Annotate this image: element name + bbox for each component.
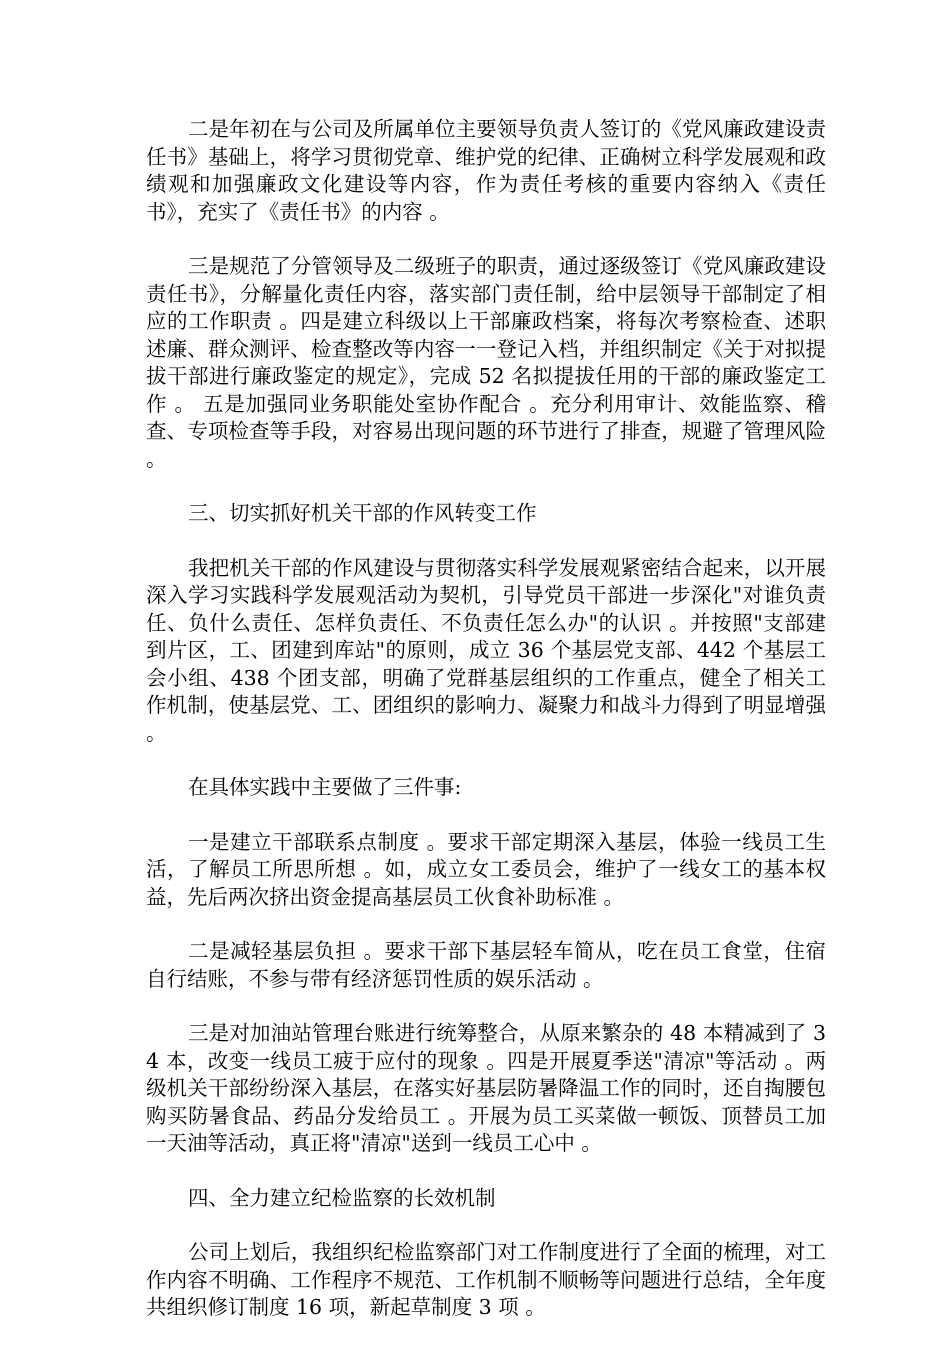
paragraph-responsibility-book: 二是年初在与公司及所属单位主要领导负责人签订的《党风廉政建设责任书》基础上，将学习贯彻党章、维护党的纪律、正确树立科学发展观和政绩观和加强廉政文化建设等内容，作为责任考核的重要内容纳入《责任书》，充实了《责任书》的内容 。 — [146, 117, 826, 224]
paragraph-three-things: 在具体实践中主要做了三件事: — [188, 775, 462, 799]
document-body — [146, 116, 826, 1349]
paragraph-reduce-burden: 二是减轻基层负担 。要求干部下基层轻车简从，吃在员工食堂，住宿自行结账，不参与带有经济惩罚性质的娱乐活动 。 — [146, 939, 826, 991]
paragraph-system-review: 公司上划后，我组织纪检监察部门对工作制度进行了全面的梳理，对工作内容不明确、工作程序不规范、工作机制不顺畅等问题进行总结，全年度共组织修订制度 16 项，新起草制度 3 项 。 — [146, 1240, 826, 1319]
paragraph-duty-standardization: 三是规范了分管领导及二级班子的职责，通过逐级签订《党风廉政建设责任书》，分解量化责任内容，落实部门责任制，给中层领导干部制定了相应的工作职责 。四是建立科级以上干部廉政档案，将每次考察检查、述职述廉、群众测评、检查整改等内容一一登记入档，并组织制定《关于对拟提拔干部进行廉政鉴定的规定》，完成 52 名拟提拔任用的干部的廉政鉴定工作 。 五是加强同业务职能处室协作配合 。充分利用审计、效能监察、稽查、专项检查等手段，对容易出现问题的环节进行了排查，规避了管理风险 。 — [146, 254, 826, 471]
paragraph-contact-point: 一是建立干部联系点制度 。要求干部定期深入基层，体验一线员工生活，了解员工所思所想 。如，成立女工委员会，维护了一线女工的基本权益，先后两次挤出资金提高基层员工伙食补助标准 。 — [146, 829, 826, 909]
paragraph-ledger-integration: 三是对加油站管理台账进行统筹整合，从原来繁杂的 48 本精减到了 34 本，改变一线员工疲于应付的现象 。四是开展夏季送"清凉"等活动 。两级机关干部纷纷深入基层，在落实好基层防暑降温工作的同时，还自掏腰包购买防暑食品、药品分发给员工 。开展为员工买菜做一顿饭、顶替员工加一天油等活动，真正将"清凉"送到一线员工心中 。 — [146, 1021, 826, 1155]
section-heading-3: 三、切实抓好机关干部的作风转变工作 — [188, 501, 537, 525]
section-heading-4: 四、全力建立纪检监察的长效机制 — [188, 1185, 496, 1210]
paragraph-work-style: 我把机关干部的作风建设与贯彻落实科学发展观紧密结合起来，以开展深入学习实践科学发展观活动为契机，引导党员干部进一步深化"对谁负责任、负什么责任、怎样负责任、不负责任怎么办"的认识 。并按照"支部建到片区，工、团建到库站"的原则，成立 36 个基层党支部、442 个基层工会小组、438 个团支部，明确了党群基层组织的工作重点，健全了相关工作机制，使基层党、工、团组织的影响力、凝聚力和战斗力得到了明显增强 。 — [146, 555, 826, 745]
